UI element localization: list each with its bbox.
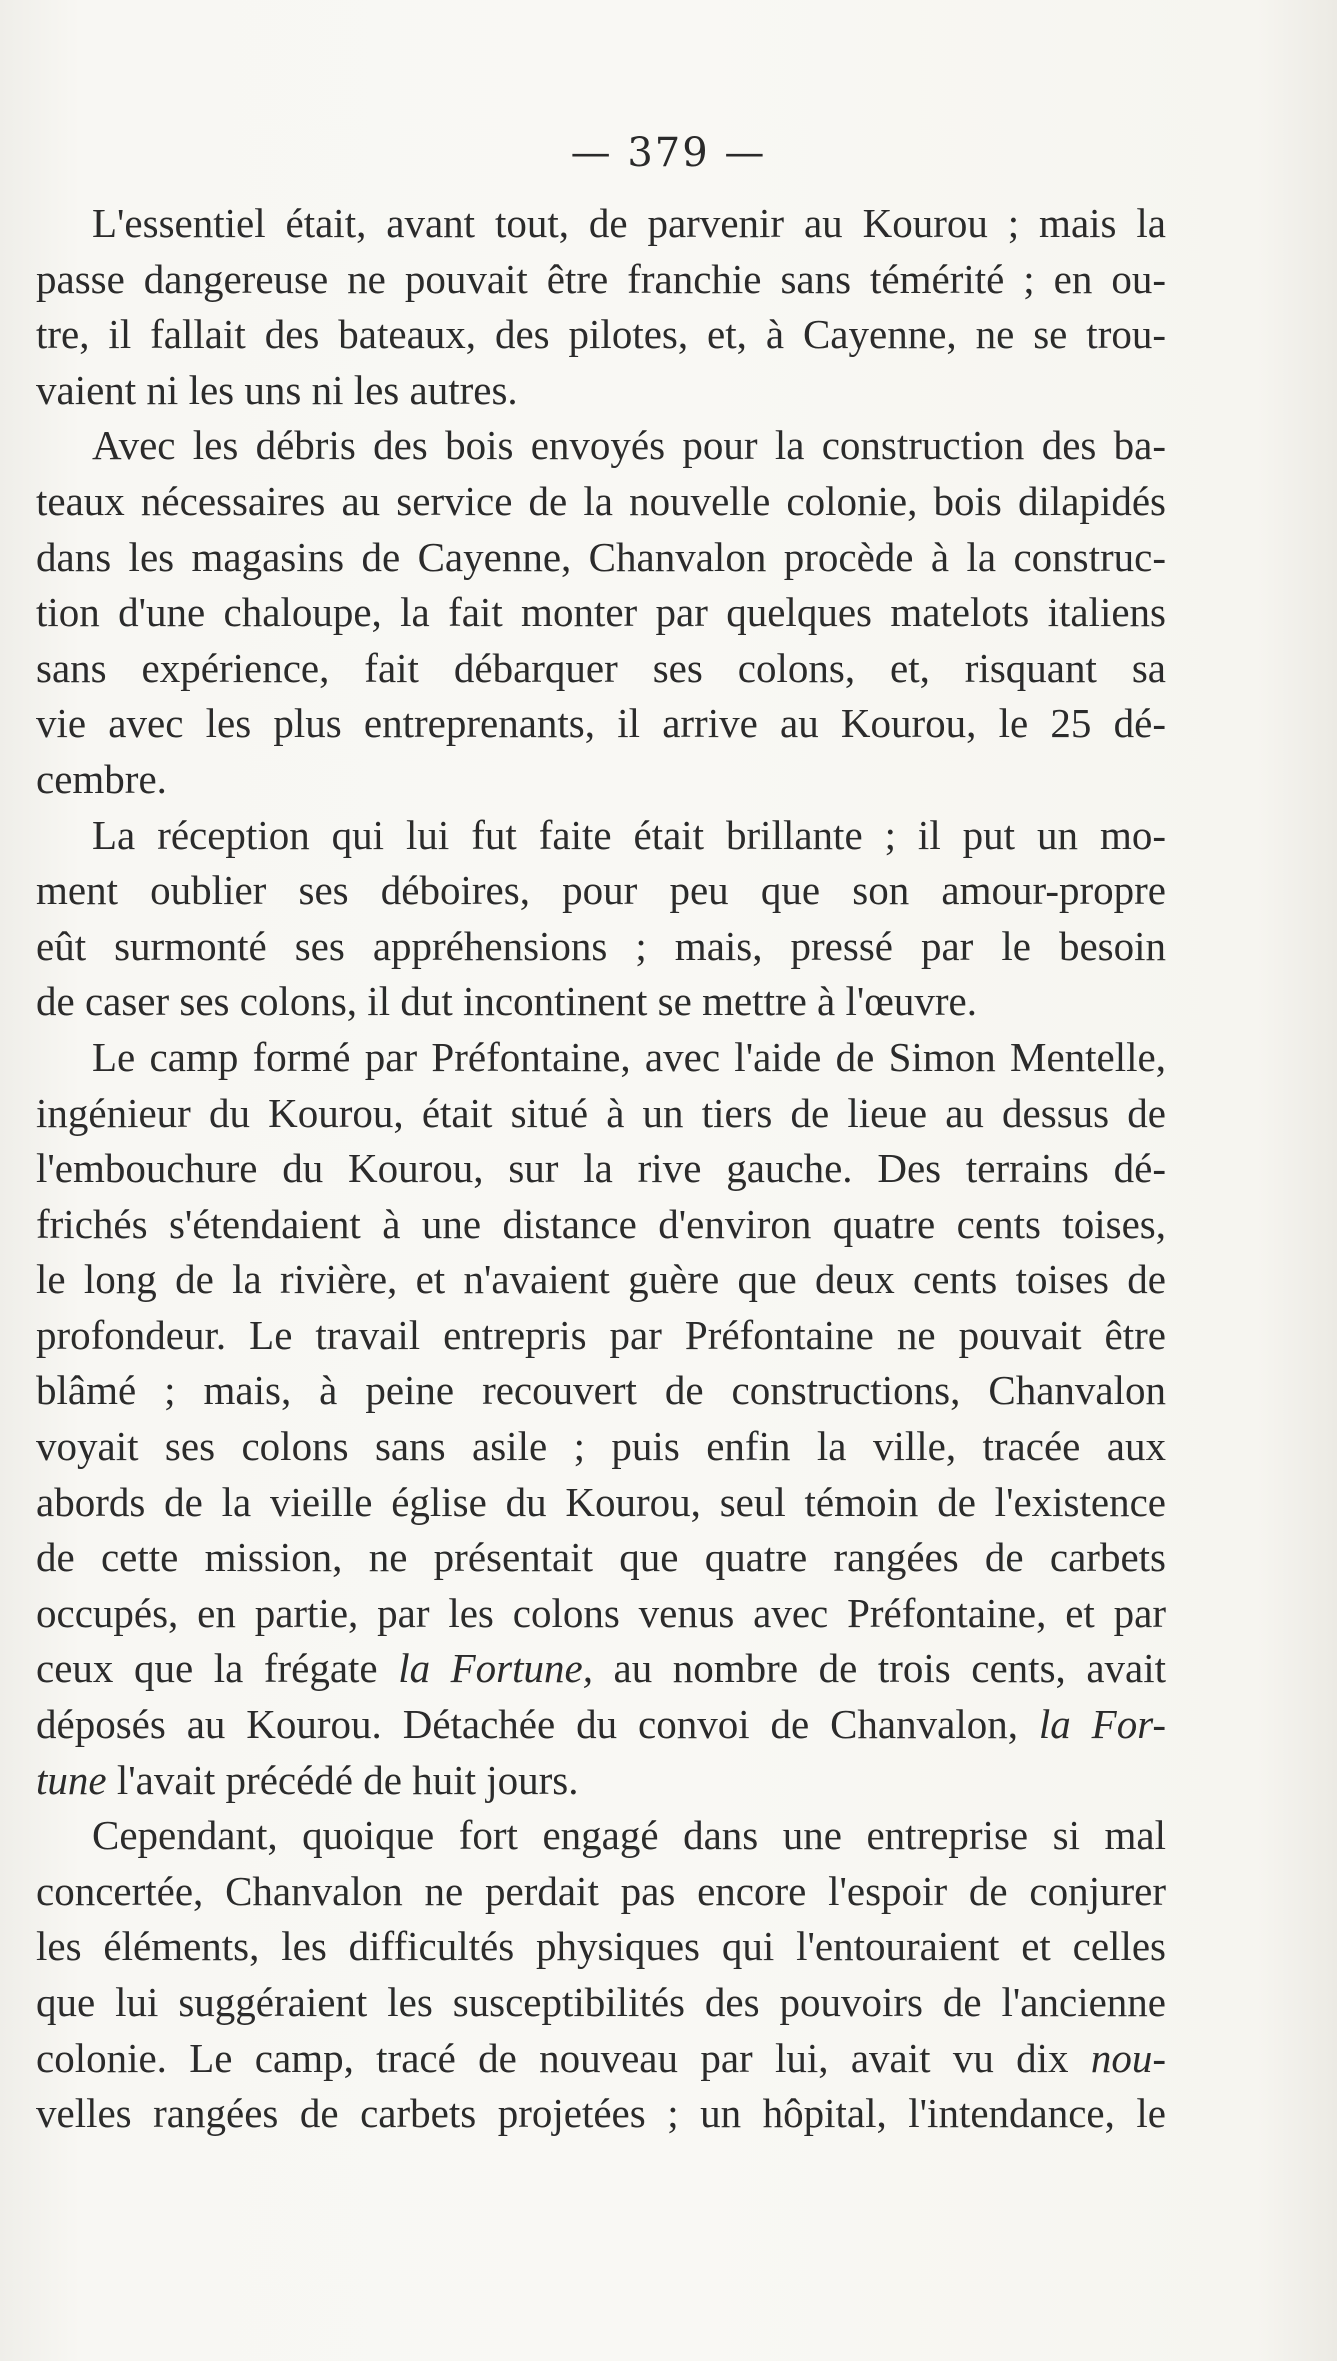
text-line-main: les éléments, les difficultés physiques qui l'entouraient et celles [36, 1923, 1166, 1970]
text-line [36, 418, 1166, 474]
text-line [36, 530, 1166, 586]
text-line [36, 1252, 1166, 1308]
text-line-main: eût surmonté ses appréhensions ; mais, pressé par le besoin [36, 922, 1166, 969]
text-line [36, 1308, 1166, 1364]
text-line-main: concertée, Chanvalon ne perdait pas encore l'espoir de conjurer [36, 1867, 1166, 1914]
text-line [36, 863, 1166, 919]
text-line [36, 1975, 1166, 2031]
text-line-main: déposés au Kourou. Détachée du convoi de Chanvalon, [36, 1701, 1039, 1748]
text-line-main: L'essentiel était, avant tout, de parvenir au Kourou ; mais la [92, 200, 1166, 246]
text-line [36, 1030, 1166, 1086]
text-line-main: dans les magasins de Cayenne, Chanvalon procède à la construc- [36, 533, 1166, 580]
text-line [36, 919, 1166, 975]
page-number: — 379 — [570, 130, 767, 176]
text-line-continuation: au nombre de trois cents, avait [592, 1645, 1166, 1692]
text-line-main: tre, il fallait des bateaux, des pilotes, et, à Cayenne, ne se trou- [36, 311, 1166, 358]
text-line-main: abords de la vieille église du Kourou, seul témoin de l'existence [36, 1478, 1166, 1525]
text-line [36, 2086, 1166, 2142]
text-line [36, 641, 1166, 697]
text-line [36, 808, 1166, 864]
text-line [36, 1363, 1166, 1419]
text-line [36, 252, 1166, 308]
text-line-main: Le camp formé par Préfontaine, avec l'aide de Simon Mentelle, [92, 1033, 1166, 1080]
text-line [36, 696, 1166, 752]
text-line-main: cembre. [36, 755, 167, 802]
text-line [36, 1197, 1166, 1253]
text-line [36, 1697, 1166, 1753]
text-line [36, 1919, 1166, 1975]
text-line [36, 1475, 1166, 1531]
text-line-main: le long de la rivière, et n'avaient guère que deux cents toises de [36, 1256, 1166, 1303]
italic-text: tune [36, 1756, 107, 1803]
text-line-main: passe dangereuse ne pouvait être franchie sans témérité ; en ou- [36, 255, 1166, 302]
text-line-main: teaux nécessaires au service de la nouvelle colonie, bois dilapidés [36, 477, 1166, 524]
text-line [36, 1530, 1166, 1586]
text-line-main: voyait ses colons sans asile ; puis enfin la ville, tracée aux [36, 1423, 1166, 1470]
text-line-main: colonie. Le camp, tracé de nouveau par lui, avait vu dix [36, 2034, 1091, 2081]
text-line [36, 1753, 1166, 1809]
text-line-main: de caser ses colons, il dut incontinent se mettre à l'œuvre. [36, 978, 977, 1025]
text-line [36, 1641, 1166, 1697]
text-line [36, 2031, 1166, 2087]
text-line [36, 196, 1166, 252]
text-line-main: vaient ni les uns ni les autres. [36, 366, 518, 413]
text-line-continuation: l'avait précédé de huit jours. [106, 1756, 579, 1803]
text-line [36, 474, 1166, 530]
text-line-main: Avec les débris des bois envoyés pour la construction des ba- [92, 422, 1166, 469]
text-line-main: blâmé ; mais, à peine recouvert de constructions, Chanvalon [36, 1367, 1166, 1414]
italic-text: la Fortune, [398, 1645, 593, 1692]
text-line-main: de cette mission, ne présentait que quatre rangées de carbets [36, 1534, 1166, 1581]
text-line-main: sans expérience, fait débarquer ses colons, et, risquant sa [36, 644, 1166, 691]
text-line-main: velles rangées de carbets projetées ; un hôpital, l'intendance, le [36, 2090, 1166, 2137]
text-line [36, 1141, 1166, 1197]
text-line [36, 307, 1166, 363]
italic-text: nou- [1090, 2034, 1166, 2081]
text-line-main: frichés s'étendaient à une distance d'environ quatre cents toises, [36, 1200, 1166, 1247]
text-line-main: occupés, en partie, par les colons venus avec Préfontaine, et par [36, 1589, 1166, 1636]
text-line-main: vie avec les plus entreprenants, il arrive au Kourou, le 25 dé- [36, 700, 1166, 747]
text-line [36, 974, 1166, 1030]
text-line-main: tion d'une chaloupe, la fait monter par quelques matelots italiens [36, 589, 1166, 636]
text-line-main: profondeur. Le travail entrepris par Préfontaine ne pouvait être [36, 1311, 1166, 1358]
body-text [36, 196, 1166, 2142]
text-line-main: Cependant, quoique fort engagé dans une entreprise si mal [92, 1812, 1166, 1859]
text-line-main: que lui suggéraient les susceptibilités des pouvoirs de l'ancienne [36, 1979, 1166, 2025]
text-line-main: ingénieur du Kourou, était situé à un tiers de lieue au dessus de [36, 1089, 1166, 1136]
text-line-main: La réception qui lui fut faite était brillante ; il put un mo- [92, 811, 1166, 858]
text-line [36, 1864, 1166, 1920]
text-line [36, 363, 1166, 419]
text-line [36, 1419, 1166, 1475]
text-line [36, 1586, 1166, 1642]
text-line [36, 585, 1166, 641]
text-line-main: ment oublier ses déboires, pour peu que son amour-propre [36, 867, 1166, 914]
text-line [36, 1086, 1166, 1142]
text-line [36, 1808, 1166, 1864]
text-line [36, 752, 1166, 808]
text-line-main: ceux que la frégate [36, 1645, 399, 1692]
text-line-main: l'embouchure du Kourou, sur la rive gauche. Des terrains dé- [36, 1145, 1166, 1192]
italic-text: la For- [1038, 1701, 1166, 1748]
